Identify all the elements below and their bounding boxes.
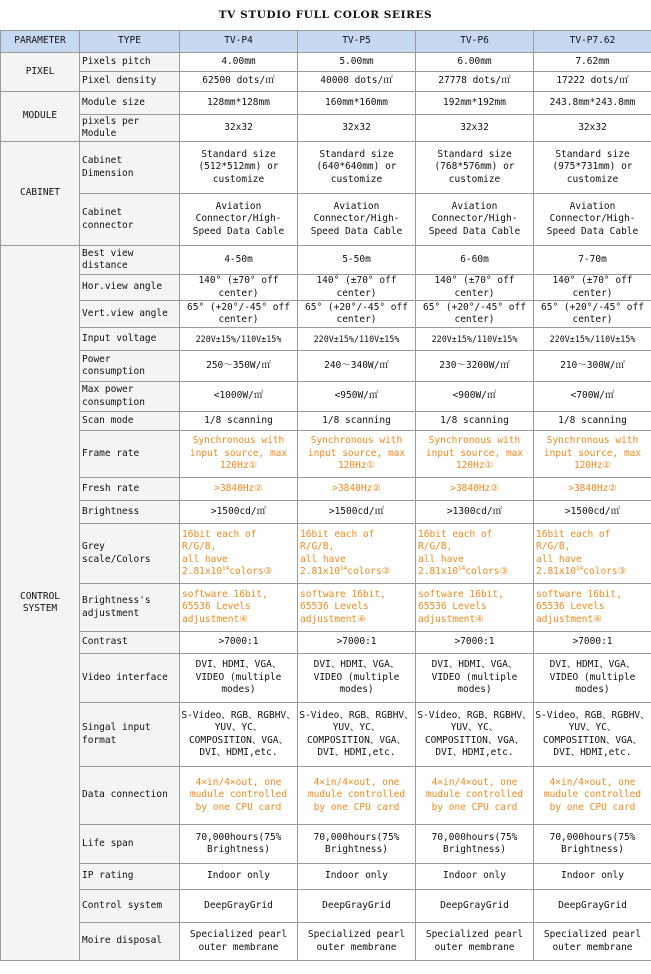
cell: 1/8 scanning xyxy=(180,412,298,431)
grey-line2: all have xyxy=(418,553,464,565)
cell xyxy=(298,524,416,584)
cell: 128mm*128mm xyxy=(180,92,298,115)
cell: software 16bit, 65536 Levels adjustment④ xyxy=(180,584,298,632)
table-row xyxy=(1,524,651,584)
cell: Indoor only xyxy=(180,864,298,890)
header-model: TV-P4 xyxy=(180,31,298,53)
cell: Synchronous with input source, max 120Hz① xyxy=(416,431,534,478)
cell: 243.8mm*243.8mm xyxy=(534,92,651,115)
grey-line1: 16bit each of R/G/B, xyxy=(182,528,257,552)
cell: Standard size (512*512mm) or customize xyxy=(180,142,298,194)
cell: 62500 dots/㎡ xyxy=(180,72,298,92)
cell: software 16bit, 65536 Levels adjustment④ xyxy=(298,584,416,632)
cell: Specialized pearl outer membrane xyxy=(416,923,534,961)
table-row xyxy=(1,142,651,194)
table-row xyxy=(1,923,651,961)
group-module: MODULE xyxy=(1,92,80,142)
cell: >7000:1 xyxy=(416,632,534,654)
row-label: Brightness xyxy=(80,501,180,524)
cell: 1/8 scanning xyxy=(534,412,651,431)
cell xyxy=(180,524,298,584)
cell: DeepGrayGrid xyxy=(180,890,298,923)
row-label: Best view distance xyxy=(80,246,180,275)
table-header-row xyxy=(1,31,651,53)
header-parameter: PARAMETER xyxy=(1,31,80,53)
cell: 220V±15%/110V±15% xyxy=(180,328,298,351)
grey-line1: 16bit each of R/G/B, xyxy=(300,528,375,552)
cell: Indoor only xyxy=(416,864,534,890)
cell: >1500cd/㎡ xyxy=(180,501,298,524)
table-row xyxy=(1,92,651,115)
row-label: Grey scale/Colors xyxy=(80,524,180,584)
cell: 65° (+20°/-45° off center) xyxy=(416,301,534,328)
table-row xyxy=(1,584,651,632)
cell: >3840Hz② xyxy=(298,478,416,501)
cell: S-Video、RGB、RGBHV、YUV、YC、COMPOSITION、VGA、DVI、HDMI,etc. xyxy=(534,703,651,767)
cell: 7.62mm xyxy=(534,53,651,72)
row-label: Control system xyxy=(80,890,180,923)
header-model: TV-P7.62 xyxy=(534,31,651,53)
table-row xyxy=(1,72,651,92)
cell: DVI、HDMI、VGA、VIDEO (multiple modes) xyxy=(180,654,298,703)
cell: 210～300W/㎡ xyxy=(534,351,651,382)
cell: Aviation Connector/High-Speed Data Cable xyxy=(416,194,534,246)
row-label: Brightness's adjustment xyxy=(80,584,180,632)
cell: 220V±15%/110V±15% xyxy=(416,328,534,351)
cell: 4.00mm xyxy=(180,53,298,72)
row-label: Contrast xyxy=(80,632,180,654)
cell: >1500cd/㎡ xyxy=(534,501,651,524)
page-title: TV STUDIO FULL COLOR SEIRES xyxy=(218,9,433,21)
table-row xyxy=(1,275,651,301)
grey-tail: colors③ xyxy=(465,566,509,577)
grey-exp: 14 xyxy=(222,564,230,572)
header-type: TYPE xyxy=(80,31,180,53)
table-row xyxy=(1,864,651,890)
cell: 32x32 xyxy=(416,115,534,142)
table-row xyxy=(1,382,651,412)
grey-tail: colors③ xyxy=(347,566,391,577)
cell: 65° (+20°/-45° off center) xyxy=(298,301,416,328)
grey-exp: 14 xyxy=(458,564,466,572)
row-label: Power consumption xyxy=(80,351,180,382)
grey-exp: 14 xyxy=(340,564,348,572)
grey-line2: all have xyxy=(182,553,228,565)
cell: 5.00mm xyxy=(298,53,416,72)
cell: 17222 dots/㎡ xyxy=(534,72,651,92)
cell: 32x32 xyxy=(534,115,651,142)
cell: S-Video、RGB、RGBHV、YUV、YC、COMPOSITION、VGA、DVI、HDMI,etc. xyxy=(298,703,416,767)
header-model: TV-P5 xyxy=(298,31,416,53)
cell: DeepGrayGrid xyxy=(298,890,416,923)
grey-tail: colors③ xyxy=(583,566,627,577)
cell: 220V±15%/110V±15% xyxy=(534,328,651,351)
cell: >1300cd/㎡ xyxy=(416,501,534,524)
group-cabinet: CABINET xyxy=(1,142,80,246)
row-label: Life span xyxy=(80,825,180,864)
grey-tail: colors③ xyxy=(229,566,273,577)
cell: 4×in/4×out, one mudule controlled by one CPU card xyxy=(416,767,534,825)
grey-exp: 14 xyxy=(576,564,584,572)
table-row xyxy=(1,412,651,431)
row-label: Frame rate xyxy=(80,431,180,478)
cell: 70,000hours(75% Brightness) xyxy=(298,825,416,864)
grey-line1: 16bit each of R/G/B, xyxy=(536,528,611,552)
cell: 70,000hours(75% Brightness) xyxy=(180,825,298,864)
cell: Indoor only xyxy=(298,864,416,890)
row-label: Max power consumption xyxy=(80,382,180,412)
table-row xyxy=(1,478,651,501)
cell: 250～350W/㎡ xyxy=(180,351,298,382)
row-label: Pixels pitch xyxy=(80,53,180,72)
table-row xyxy=(1,501,651,524)
cell: Aviation Connector/High-Speed Data Cable xyxy=(298,194,416,246)
cell: <900W/㎡ xyxy=(416,382,534,412)
cell: 6-60m xyxy=(416,246,534,275)
cell: 4×in/4×out, one mudule controlled by one CPU card xyxy=(534,767,651,825)
group-control-system: CONTROL SYSTEM xyxy=(1,246,80,961)
table-row xyxy=(1,703,651,767)
cell: 230～3200W/㎡ xyxy=(416,351,534,382)
grey-base: 2.81x10 xyxy=(536,566,577,577)
cell: Specialized pearl outer membrane xyxy=(534,923,651,961)
cell: Aviation Connector/High-Speed Data Cable xyxy=(180,194,298,246)
table-row xyxy=(1,351,651,382)
cell: 6.00mm xyxy=(416,53,534,72)
cell: S-Video、RGB、RGBHV、YUV、YC、COMPOSITION、VGA、DVI、HDMI,etc. xyxy=(180,703,298,767)
cell: 32x32 xyxy=(180,115,298,142)
row-label: Hor.view angle xyxy=(80,275,180,301)
cell: Standard size (768*576mm) or customize xyxy=(416,142,534,194)
cell xyxy=(534,524,651,584)
cell: <950W/㎡ xyxy=(298,382,416,412)
cell: 140° (±70° off center) xyxy=(180,275,298,301)
cell: <700W/㎡ xyxy=(534,382,651,412)
group-pixel: PIXEL xyxy=(1,53,80,92)
row-label: Data connection xyxy=(80,767,180,825)
cell: S-Video、RGB、RGBHV、YUV、YC、COMPOSITION、VGA、DVI、HDMI,etc. xyxy=(416,703,534,767)
cell: Indoor only xyxy=(534,864,651,890)
cell: 70,000hours(75% Brightness) xyxy=(534,825,651,864)
cell: 65° (+20°/-45° off center) xyxy=(534,301,651,328)
grey-line2: all have xyxy=(300,553,346,565)
cell: >1500cd/㎡ xyxy=(298,501,416,524)
grey-base: 2.81x10 xyxy=(182,566,223,577)
table-row xyxy=(1,654,651,703)
cell: Specialized pearl outer membrane xyxy=(180,923,298,961)
cell: 140° (±70° off center) xyxy=(416,275,534,301)
cell: 160mm*160mm xyxy=(298,92,416,115)
cell: DVI、HDMI、VGA、VIDEO (multiple modes) xyxy=(534,654,651,703)
cell: 32x32 xyxy=(298,115,416,142)
row-label: Module size xyxy=(80,92,180,115)
table-row xyxy=(1,115,651,142)
cell: 140° (±70° off center) xyxy=(298,275,416,301)
table-row xyxy=(1,246,651,275)
cell: software 16bit, 65536 Levels adjustment④ xyxy=(534,584,651,632)
table-row xyxy=(1,632,651,654)
cell: 140° (±70° off center) xyxy=(534,275,651,301)
grey-line1: 16bit each of R/G/B, xyxy=(418,528,493,552)
cell: Synchronous with input source, max 120Hz① xyxy=(180,431,298,478)
cell: 4×in/4×out, one mudule controlled by one CPU card xyxy=(298,767,416,825)
row-label: Vert.view angle xyxy=(80,301,180,328)
cell: DVI、HDMI、VGA、VIDEO (multiple modes) xyxy=(298,654,416,703)
row-label: Video interface xyxy=(80,654,180,703)
cell: 40000 dots/㎡ xyxy=(298,72,416,92)
cell: DeepGrayGrid xyxy=(534,890,651,923)
cell: 1/8 scanning xyxy=(416,412,534,431)
row-label: Pixel density xyxy=(80,72,180,92)
cell: Aviation Connector/High-Speed Data Cable xyxy=(534,194,651,246)
table-row xyxy=(1,194,651,246)
row-label: Cabinet Dimension xyxy=(80,142,180,194)
grey-line2: all have xyxy=(536,553,582,565)
cell: Specialized pearl outer membrane xyxy=(298,923,416,961)
row-label: Cabinet connector xyxy=(80,194,180,246)
cell: 27778 dots/㎡ xyxy=(416,72,534,92)
row-label: Input voltage xyxy=(80,328,180,351)
table-row xyxy=(1,825,651,864)
header-model: TV-P6 xyxy=(416,31,534,53)
cell: 240～340W/㎡ xyxy=(298,351,416,382)
cell: Synchronous with input source, max 120Hz① xyxy=(298,431,416,478)
table-row xyxy=(1,431,651,478)
row-label: Fresh rate xyxy=(80,478,180,501)
spec-table xyxy=(0,30,651,961)
cell: 5-50m xyxy=(298,246,416,275)
table-row xyxy=(1,890,651,923)
table-row xyxy=(1,301,651,328)
table-row xyxy=(1,53,651,72)
grey-base: 2.81x10 xyxy=(300,566,341,577)
cell: >3840Hz② xyxy=(416,478,534,501)
cell: >7000:1 xyxy=(180,632,298,654)
cell: Standard size (640*640mm) or customize xyxy=(298,142,416,194)
cell: 192mm*192mm xyxy=(416,92,534,115)
cell: 65° (+20°/-45° off center) xyxy=(180,301,298,328)
row-label: Singal input format xyxy=(80,703,180,767)
cell: Standard size (975*731mm) or customize xyxy=(534,142,651,194)
cell: 4×in/4×out, one mudule controlled by one CPU card xyxy=(180,767,298,825)
cell: >7000:1 xyxy=(534,632,651,654)
cell: 1/8 scanning xyxy=(298,412,416,431)
row-label: Scan mode xyxy=(80,412,180,431)
grey-base: 2.81x10 xyxy=(418,566,459,577)
row-label: pixels per Module xyxy=(80,115,180,142)
cell: 70,000hours(75% Brightness) xyxy=(416,825,534,864)
cell: <1000W/㎡ xyxy=(180,382,298,412)
cell: >3840Hz② xyxy=(534,478,651,501)
row-label: IP rating xyxy=(80,864,180,890)
cell: >7000:1 xyxy=(298,632,416,654)
table-row xyxy=(1,328,651,351)
cell xyxy=(416,524,534,584)
cell: >3840Hz② xyxy=(180,478,298,501)
cell: software 16bit, 65536 Levels adjustment④ xyxy=(416,584,534,632)
cell: DeepGrayGrid xyxy=(416,890,534,923)
cell: 220V±15%/110V±15% xyxy=(298,328,416,351)
cell: 7-70m xyxy=(534,246,651,275)
row-label: Moire disposal xyxy=(80,923,180,961)
cell: 4-50m xyxy=(180,246,298,275)
table-row xyxy=(1,767,651,825)
cell: Synchronous with input source, max 120Hz① xyxy=(534,431,651,478)
cell: DVI、HDMI、VGA、VIDEO (multiple modes) xyxy=(416,654,534,703)
